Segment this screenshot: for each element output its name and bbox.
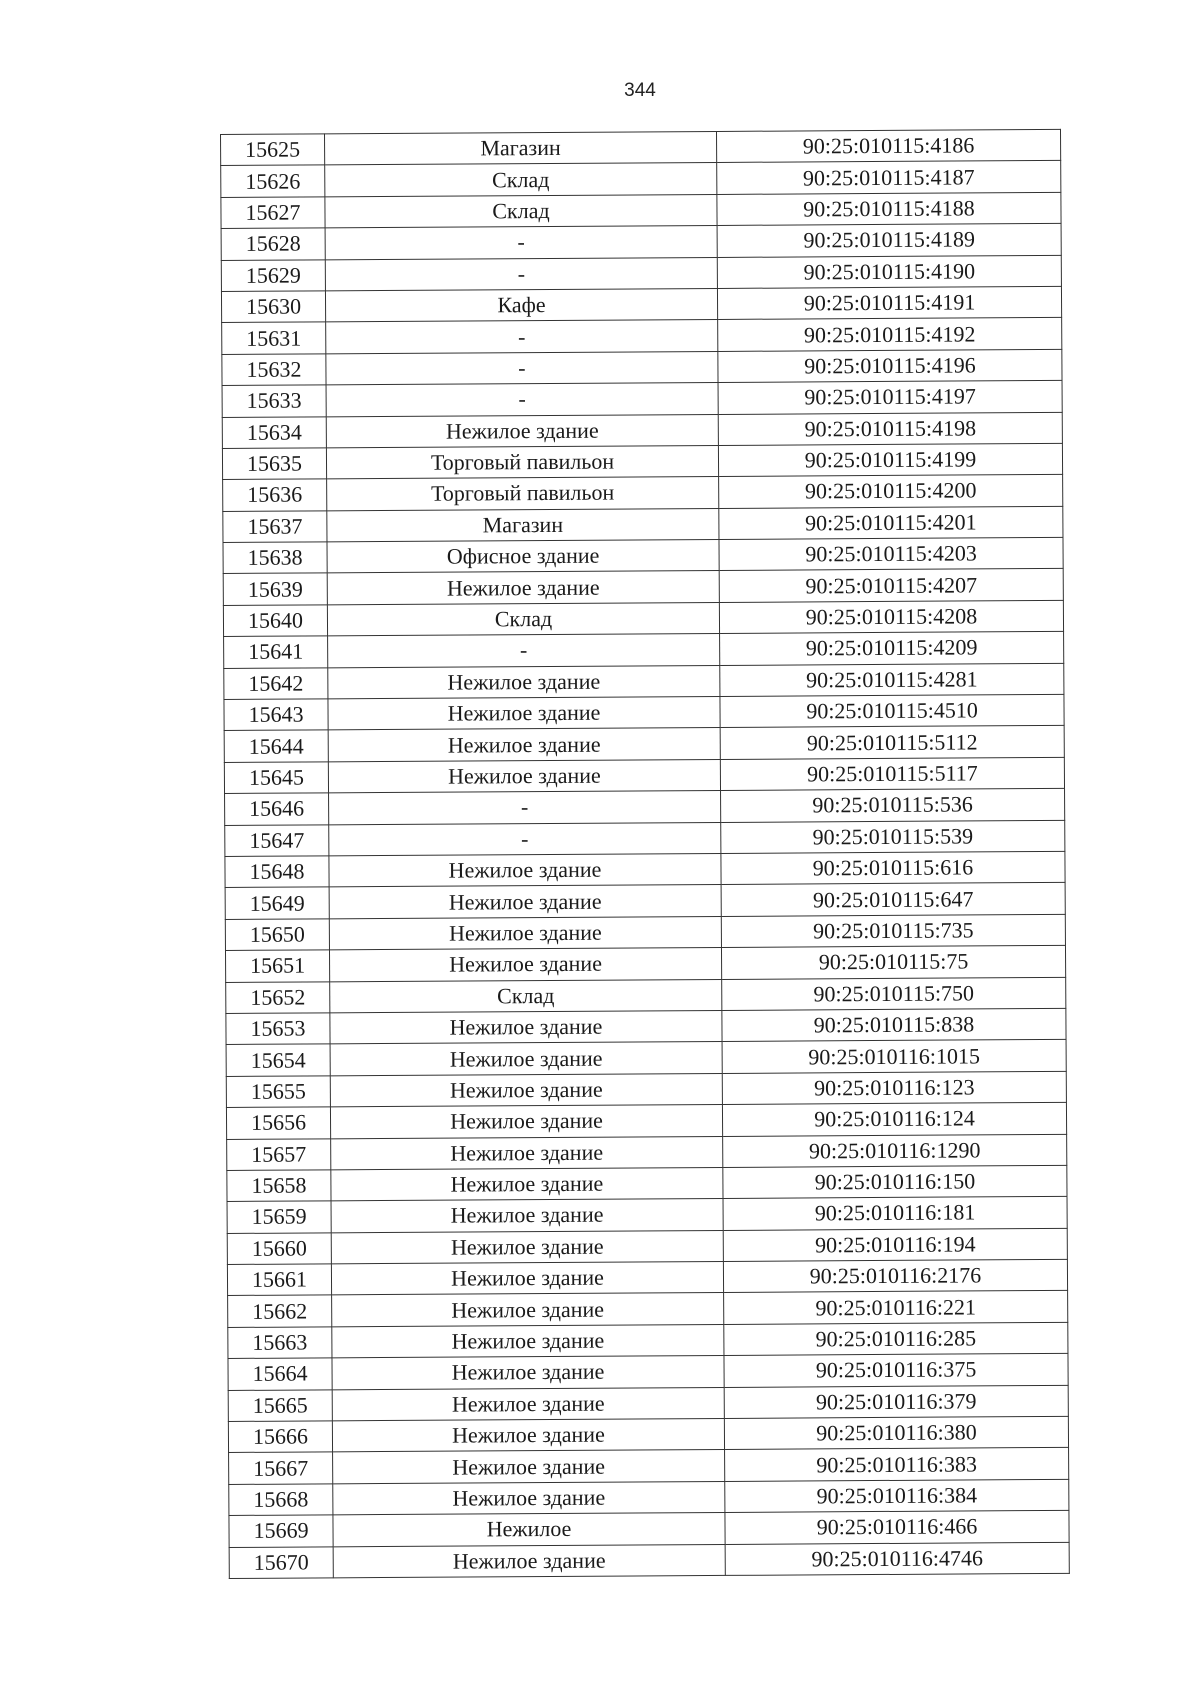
object-name-cell: - [326,383,718,417]
cadastral-number-cell: 90:25:010115:4196 [718,349,1062,382]
table-row [221,224,1061,261]
object-name-cell: Склад [325,163,717,197]
cadastral-number-cell: 90:25:010116:380 [724,1416,1068,1449]
row-number-cell: 15634 [222,416,326,448]
row-number-cell: 15670 [229,1546,333,1578]
cadastral-number-cell: 90:25:010115:5112 [720,726,1064,759]
table-row [223,537,1063,574]
cadastral-number-cell: 90:25:010115:4187 [717,161,1061,194]
row-number-cell: 15636 [223,479,327,511]
table-row [225,914,1065,951]
table-row [223,506,1063,543]
object-name-cell: Нежилое здание [330,1073,722,1107]
page-number: 344 [624,80,656,101]
object-name-cell: Нежилое здание [330,1010,722,1044]
object-name-cell: Нежилое здание [327,571,719,605]
property-registry-table [220,129,1070,1579]
table-row [227,1134,1067,1171]
table-row [227,1259,1067,1296]
table-row [226,1071,1066,1108]
object-name-cell: - [325,257,717,291]
table-row [222,412,1062,449]
row-number-cell: 15668 [229,1484,333,1516]
cadastral-number-cell: 90:25:010115:539 [721,820,1065,853]
cadastral-number-cell: 90:25:010115:647 [721,883,1065,916]
table-row [229,1511,1069,1548]
table-row [228,1385,1068,1422]
object-name-cell: Нежилое здание [331,1167,723,1201]
object-name-cell: Склад [330,979,722,1013]
row-number-cell: 15633 [222,385,326,417]
object-name-cell: Нежилое здание [328,665,720,699]
object-name-cell: - [325,226,717,260]
cadastral-number-cell: 90:25:010115:536 [721,789,1065,822]
row-number-cell: 15657 [227,1138,331,1170]
row-number-cell: 15658 [227,1170,331,1202]
cadastral-number-cell: 90:25:010116:383 [725,1448,1069,1481]
row-number-cell: 15629 [221,259,325,291]
row-number-cell: 15651 [225,950,329,982]
row-number-cell: 15656 [226,1107,330,1139]
cadastral-number-cell: 90:25:010116:379 [724,1385,1068,1418]
object-name-cell: Нежилое здание [332,1418,724,1452]
object-name-cell: - [326,351,718,385]
table-row [228,1322,1068,1359]
row-number-cell: 15663 [228,1327,332,1359]
object-name-cell: Нежилое здание [333,1544,725,1578]
cadastral-number-cell: 90:25:010115:4188 [717,192,1061,225]
cadastral-number-cell: 90:25:010115:4186 [716,129,1060,162]
cadastral-number-cell: 90:25:010115:616 [721,851,1065,884]
table-row [224,694,1064,731]
row-number-cell: 15642 [224,667,328,699]
cadastral-number-cell: 90:25:010116:150 [723,1165,1067,1198]
cadastral-number-cell: 90:25:010116:285 [724,1322,1068,1355]
object-name-cell: Нежилое здание [333,1450,725,1484]
row-number-cell: 15639 [223,573,327,605]
row-number-cell: 15667 [229,1452,333,1484]
table-row [225,820,1065,857]
row-number-cell: 15631 [222,322,326,354]
row-number-cell: 15655 [226,1076,330,1108]
object-name-cell: - [328,634,720,668]
row-number-cell: 15645 [224,762,328,794]
table-row [229,1479,1069,1516]
object-name-cell: Нежилое здание [331,1199,723,1233]
row-number-cell: 15640 [223,605,327,637]
row-number-cell: 15653 [226,1013,330,1045]
table-row [221,161,1061,198]
table-row [225,851,1065,888]
cadastral-number-cell: 90:25:010115:4190 [717,255,1061,288]
row-number-cell: 15630 [221,291,325,323]
row-number-cell: 15661 [227,1264,331,1296]
table-row [228,1416,1068,1453]
table-row [223,475,1063,512]
object-name-cell: Нежилое здание [331,1262,723,1296]
row-number-cell: 15647 [225,824,329,856]
cadastral-number-cell: 90:25:010116:384 [725,1479,1069,1512]
row-number-cell: 15648 [225,856,329,888]
table-row [229,1448,1069,1485]
table-row [226,1040,1066,1077]
row-number-cell: 15649 [225,887,329,919]
cadastral-number-cell: 90:25:010115:4198 [718,412,1062,445]
cadastral-number-cell: 90:25:010116:4746 [725,1542,1069,1575]
table-row [227,1165,1067,1202]
cadastral-number-cell: 90:25:010116:2176 [723,1259,1067,1292]
cadastral-number-cell: 90:25:010115:4201 [719,506,1063,539]
table-row [222,443,1062,480]
object-name-cell: Нежилое [333,1513,725,1547]
cadastral-number-cell: 90:25:010115:5117 [720,757,1064,790]
cadastral-number-cell: 90:25:010115:4281 [720,663,1064,696]
row-number-cell: 15643 [224,699,328,731]
row-number-cell: 15641 [224,636,328,668]
table-row [227,1197,1067,1234]
object-name-cell: Нежилое здание [330,1042,722,1076]
cadastral-number-cell: 90:25:010115:838 [722,1008,1066,1041]
object-name-cell: - [329,791,721,825]
table-row [226,977,1066,1014]
table-row [222,380,1062,417]
table-row [228,1291,1068,1328]
cadastral-number-cell: 90:25:010115:4200 [719,475,1063,508]
row-number-cell: 15660 [227,1233,331,1265]
table-row [224,726,1064,763]
table-row [224,632,1064,669]
table-row [227,1228,1067,1265]
cadastral-number-cell: 90:25:010115:4197 [718,380,1062,413]
row-number-cell: 15627 [221,197,325,229]
table-row [222,318,1062,355]
cadastral-number-cell: 90:25:010116:194 [723,1228,1067,1261]
cadastral-number-cell: 90:25:010116:1290 [723,1134,1067,1167]
table-row [221,255,1061,292]
row-number-cell: 15662 [228,1295,332,1327]
object-name-cell: - [329,822,721,856]
table-row [223,600,1063,637]
row-number-cell: 15626 [221,165,325,197]
cadastral-number-cell: 90:25:010116:181 [723,1197,1067,1230]
cadastral-number-cell: 90:25:010115:4207 [719,569,1063,602]
cadastral-number-cell: 90:25:010116:123 [722,1071,1066,1104]
object-name-cell: Нежилое здание [329,948,721,982]
cadastral-number-cell: 90:25:010116:1015 [722,1040,1066,1073]
row-number-cell: 15659 [227,1201,331,1233]
object-name-cell: Нежилое здание [329,885,721,919]
object-name-cell: Офисное здание [327,540,719,574]
cadastral-number-cell: 90:25:010115:4199 [718,443,1062,476]
object-name-cell: Магазин [327,508,719,542]
object-name-cell: Нежилое здание [332,1356,724,1390]
row-number-cell: 15628 [221,228,325,260]
object-name-cell: Нежилое здание [328,696,720,730]
cadastral-number-cell: 90:25:010115:75 [721,946,1065,979]
cadastral-number-cell: 90:25:010115:4203 [719,537,1063,570]
cadastral-number-cell: 90:25:010115:4191 [717,286,1061,319]
row-number-cell: 15665 [228,1389,332,1421]
table-row [224,663,1064,700]
row-number-cell: 15638 [223,542,327,574]
cadastral-number-cell: 90:25:010115:4208 [719,600,1063,633]
table-row [229,1542,1069,1579]
table-row [223,569,1063,606]
row-number-cell: 15635 [222,448,326,480]
cadastral-number-cell: 90:25:010116:221 [724,1291,1068,1324]
table-row [225,883,1065,920]
row-number-cell: 15625 [221,134,325,166]
object-name-cell: Нежилое здание [331,1136,723,1170]
row-number-cell: 15644 [224,730,328,762]
row-number-cell: 15646 [225,793,329,825]
object-name-cell: Нежилое здание [326,414,718,448]
row-number-cell: 15652 [226,981,330,1013]
cadastral-number-cell: 90:25:010116:124 [722,1102,1066,1135]
object-name-cell: Торговый павильон [326,445,718,479]
cadastral-number-cell: 90:25:010115:4209 [720,632,1064,665]
table-row [221,192,1061,229]
row-number-cell: 15664 [228,1358,332,1390]
table-row [222,349,1062,386]
object-name-cell: Нежилое здание [330,1105,722,1139]
object-name-cell: Склад [327,602,719,636]
row-number-cell: 15637 [223,511,327,543]
row-number-cell: 15650 [225,919,329,951]
cadastral-number-cell: 90:25:010115:4189 [717,224,1061,257]
object-name-cell: Склад [325,194,717,228]
row-number-cell: 15632 [222,354,326,386]
table-row [228,1354,1068,1391]
row-number-cell: 15654 [226,1044,330,1076]
object-name-cell: Кафе [325,288,717,322]
row-number-cell: 15666 [228,1421,332,1453]
object-name-cell: Нежилое здание [332,1387,724,1421]
object-name-cell: Нежилое здание [332,1324,724,1358]
object-name-cell: Нежилое здание [328,759,720,793]
object-name-cell: Нежилое здание [329,916,721,950]
table-row [221,129,1061,166]
table-row [225,789,1065,826]
cadastral-number-cell: 90:25:010115:4510 [720,694,1064,727]
object-name-cell: Магазин [325,131,717,165]
cadastral-number-cell: 90:25:010116:466 [725,1511,1069,1544]
table-row [226,1102,1066,1139]
cadastral-number-cell: 90:25:010116:375 [724,1354,1068,1387]
table-row [221,286,1061,323]
table-row [226,1008,1066,1045]
object-name-cell: Нежилое здание [333,1481,725,1515]
object-name-cell: Нежилое здание [331,1230,723,1264]
registry-table-body [221,129,1070,1578]
cadastral-number-cell: 90:25:010115:750 [722,977,1066,1010]
object-name-cell: Нежилое здание [329,853,721,887]
object-name-cell: Нежилое здание [328,728,720,762]
object-name-cell: Торговый павильон [327,477,719,511]
cadastral-number-cell: 90:25:010115:4192 [718,318,1062,351]
table-row [224,757,1064,794]
object-name-cell: - [326,320,718,354]
cadastral-number-cell: 90:25:010115:735 [721,914,1065,947]
object-name-cell: Нежилое здание [332,1293,724,1327]
row-number-cell: 15669 [229,1515,333,1547]
table-row [225,946,1065,983]
